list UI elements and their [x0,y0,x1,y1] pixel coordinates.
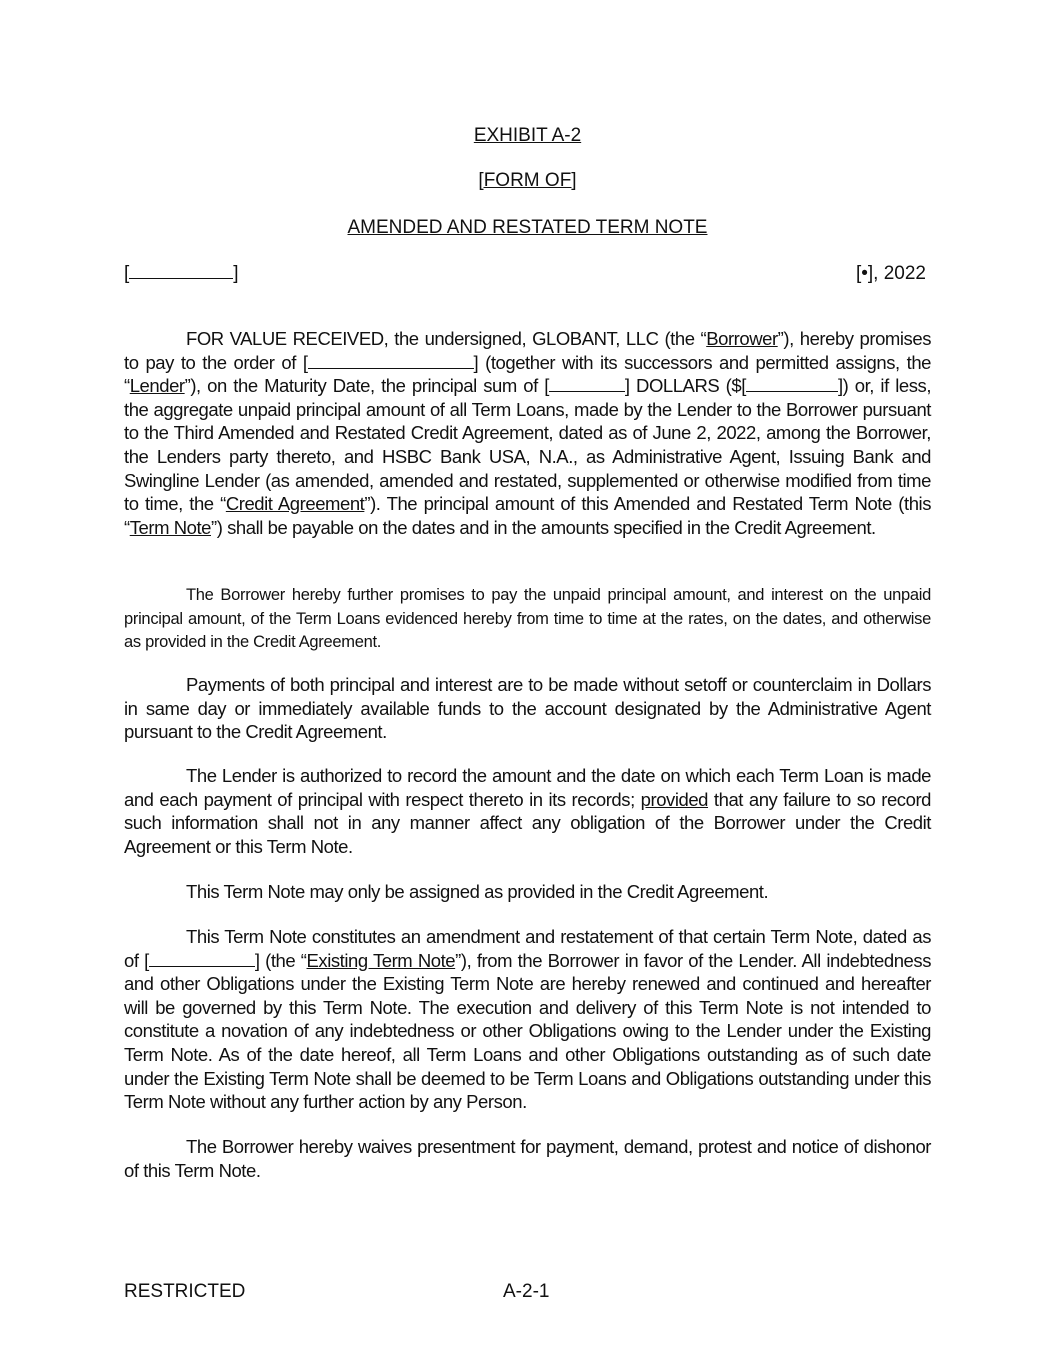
note-date: [•], 2022 [855,263,926,284]
paragraph-restatement: This Term Note constitutes an amendment and restatement of that certain Term Note, dated as of [ ] (the “Existing Term Note”), from the Borrower in favor of the Lender. All indebtedness and other Obligations under the Existing Term Note are hereby renewed and continued and hereafter will be governed by this Term Note. The execution and delivery of this Term Note is not intended to constitute a novation of any indebtedness or other Obligations owing to the Lender under the Existing Term Note. As of the date hereof, all Term Loans and other Obligations outstanding as of such date under the Existing Term Note shall be deemed to be Term Loans and Obligations outstanding under this Term Note without any further action by any Person. [124,926,931,1113]
paragraph-assignment: This Term Note may only be assigned as provided in the Credit Agreement. [186,881,769,902]
place-placeholder: [ ] [124,263,239,284]
defined-term-credit-agreement: Credit Agreement [225,493,365,515]
footer-restricted: RESTRICTED [124,1281,246,1302]
paragraph-records: The Lender is authorized to record the amount and the date on which each Term Loan is made and each payment of principal with respect thereto in its records; provided that any failure to so record such information shall not in any manner affect any obligation of the Borrower under the Credit Agreement or this Term Note. [124,765,931,857]
exhibit-heading: EXHIBIT A-2 [473,125,582,146]
document-title: AMENDED AND RESTATED TERM NOTE [347,217,708,238]
principal-amount-blank [746,375,838,392]
principal-words-blank [549,375,625,392]
defined-term-term-note: Term Note [129,516,211,538]
defined-term-borrower: Borrower [706,328,778,349]
paragraph-value-received: FOR VALUE RECEIVED, the undersigned, GLOBANT, LLC (the “Borrower”), hereby promises to pay to the order of [ ] (together with its successors and permitted assigns, the “Lender”), on the Maturity Date, the principal sum of [ ] DOLLARS ($[ ]) or, if less, the aggregate unpaid principal amount of all Term Loans, made by the Lender to the Borrower pursuant to the Third Amended and Restated Credit Agreement, dated as of June 2, 2022, among the Borrower, the Lenders party thereto, and HSBC Bank USA, N.A., as Administrative Agent, Issuing Bank and Swingline Lender (as amended, amended and restated, supplemented or otherwise modified from time to time, the “Credit Agreement”). The principal amount of this Amended and Restated Term Note (this “Term Note”) shall be payable on the dates and in the amounts specified in the Credit Agreement. [124,328,932,538]
paragraph-payments: Payments of both principal and interest are to be made without setoff or counterclaim in Dollars in same day or immediately available funds to the account designated by the Administrative Agent pursuant to the Credit Agreement. [124,674,931,743]
form-of-heading: [FORM OF] [478,170,577,191]
lender-name-blank [308,352,474,369]
defined-term-lender: Lender [129,375,185,397]
footer-page-number: A-2-1 [503,1281,550,1302]
paragraph-waiver: The Borrower hereby waives presentment for payment, demand, protest and notice of dishonor of this Term Note. [124,1136,931,1181]
defined-term-existing-term-note: Existing Term Note [306,949,456,971]
provided-term: provided [640,788,709,810]
dateline [124,262,926,286]
paragraph-interest: The Borrower hereby further promises to pay the unpaid principal amount, and interest on the unpaid principal amount, of the Term Loans evidenced hereby from time to time at the rates, on the dates, and otherwise as provided in the Credit Agreement. [124,586,931,652]
existing-note-date-blank [149,950,255,967]
